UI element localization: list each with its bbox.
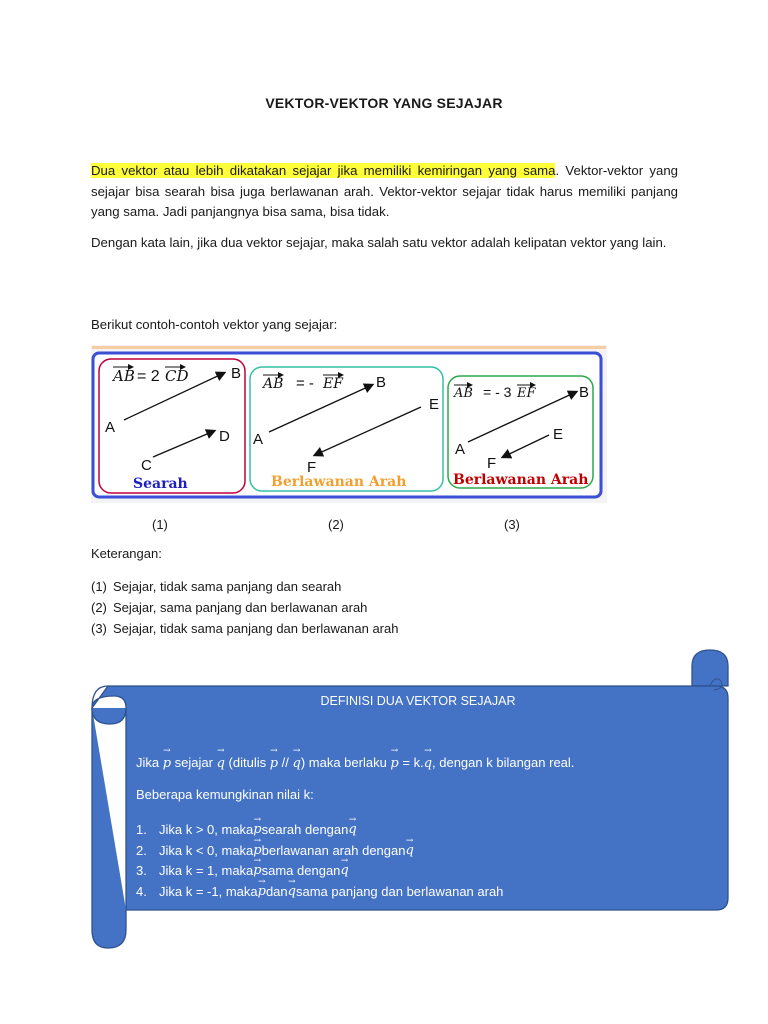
scroll-top-curl — [692, 650, 728, 686]
panel-1-point-d: D — [219, 428, 230, 445]
definition-item: 1. Jika k > 0, maka → p searah dengan → q — [136, 820, 503, 841]
examples-intro: Berikut contoh-contoh vektor yang sejajar: — [91, 317, 338, 332]
intro-rest: . Vektor-vektor yang sejajar bisa searah bisa juga berlawanan arah. Vektor-vektor sejajar tidak harus memiliki panjang yang sama. Jadi panjangnya bisa sama, bisa tidak. — [91, 163, 678, 219]
definition-line-2: Beberapa kemungkinan nilai k: — [136, 787, 314, 802]
second-paragraph: Dengan kata lain, jika dua vektor sejajar, maka salah satu vektor adalah kelipatan vektor yang lain. — [91, 235, 667, 250]
panel-3-point-b: B — [579, 384, 590, 401]
scroll-left-roll — [92, 708, 126, 948]
panel-2-point-b: B — [376, 374, 387, 391]
caption-3: (3) — [504, 517, 520, 532]
panel-1-point-a: A — [105, 419, 116, 436]
panel-1-point-c: C — [141, 457, 152, 474]
panel-2-eq-left: AB — [263, 376, 284, 392]
panel-3-point-f: F — [487, 455, 497, 472]
panel-2-point-a: A — [253, 431, 264, 448]
note-item: (3) Sejajar, tidak sama panjang dan berlawanan arah — [91, 621, 399, 636]
panel-2-point-f: F — [307, 459, 317, 476]
caption-2: (2) — [328, 517, 344, 532]
highlighted-definition: Dua vektor atau lebih dikatakan sejajar jika memiliki kemiringan yang sama — [91, 163, 556, 178]
panel-1-eq-left: AB — [113, 367, 135, 385]
note-item: (2) Sejajar, sama panjang dan berlawanan arah — [91, 600, 368, 615]
panel-1-label: Searah — [133, 476, 188, 492]
panel-2-eq-right: EF — [323, 376, 343, 392]
page-title: VEKTOR-VEKTOR YANG SEJAJAR — [265, 95, 503, 111]
panel-2-eq-mid: = - — [296, 375, 314, 392]
definition-title: DEFINISI DUA VEKTOR SEJAJAR — [320, 694, 516, 708]
definition-item: 4. Jika k = -1, maka → p dan → q sama panjang dan berlawanan arah — [136, 882, 503, 903]
panel-3-eq-mid: = - 3 — [483, 384, 512, 400]
panel-1-eq-right: CD — [165, 367, 189, 385]
panel-3-eq-left: AB — [454, 386, 473, 401]
note-item: (1) Sejajar, tidak sama panjang dan searah — [91, 579, 342, 594]
definition-list — [136, 820, 503, 902]
definition-item: 3. Jika k = 1, maka → p sama dengan → q — [136, 861, 503, 882]
panel-1-point-b: B — [231, 365, 242, 382]
scroll-left-roll-top — [92, 708, 126, 724]
panel-3-point-a: A — [455, 441, 466, 458]
panel-2-label: Berlawanan Arah — [271, 474, 407, 490]
definition-item: 2. Jika k < 0, maka → p berlawanan arah dengan → q — [136, 841, 503, 862]
definition-line-1: Jika → p sejajar → q (ditulis → p // → q) maka berlaku → p = k.→ q, dengan k bilangan real. — [136, 755, 574, 771]
panel-1-eq-mid: = 2 — [137, 368, 160, 385]
panel-2-point-e: E — [429, 396, 440, 413]
panel-3-eq-right: EF — [517, 386, 536, 401]
keterangan-heading: Keterangan: — [91, 546, 162, 561]
caption-1: (1) — [152, 517, 168, 532]
panel-3-label: Berlawanan Arah — [453, 472, 589, 488]
panel-3-point-e: E — [553, 426, 564, 443]
